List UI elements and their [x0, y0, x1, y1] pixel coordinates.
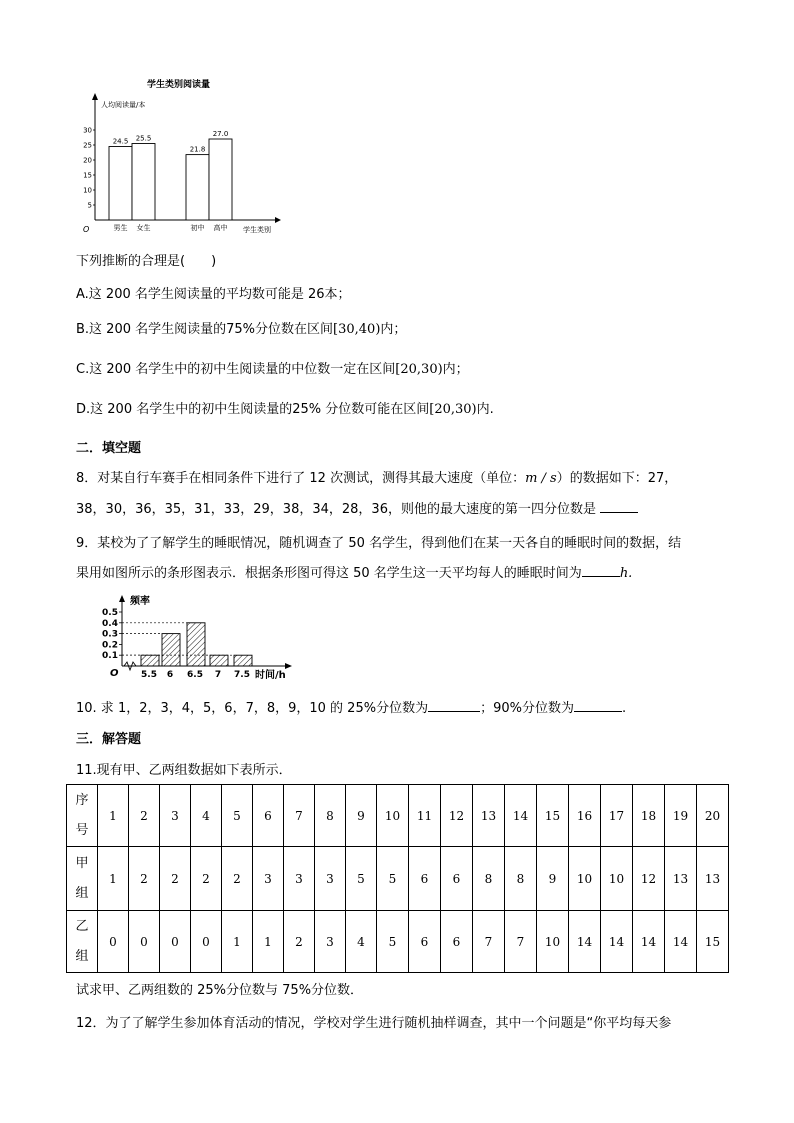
chart2-y-arrow	[119, 595, 125, 602]
q11-table-cell: 3	[253, 847, 284, 911]
chart2-x-arrow	[285, 663, 292, 669]
q7-option-b-interval: [30,40)	[333, 322, 381, 337]
chart1-bar-value: 25.5	[135, 134, 152, 143]
q9-line2	[76, 562, 632, 581]
q11-table-cell: 13	[697, 847, 729, 911]
q11-table-cell: 6	[441, 911, 473, 973]
chart1-ytick-label: 10	[83, 186, 92, 195]
chart1-ylabel: 人均阅读量/本	[101, 101, 146, 109]
q11-table-cell: 2	[129, 785, 160, 847]
q11-table-cell: 3	[315, 911, 346, 973]
q10-text: 10. 求 1，2，3，4，5，6，7，8，9，10 的 25%分位数为	[76, 701, 429, 716]
q11-table-cell: 15	[697, 911, 729, 973]
q11-row-label	[67, 911, 98, 973]
q11-table-cell: 6	[409, 911, 441, 973]
q10-tail: .	[622, 701, 627, 716]
chart1-origin: O	[83, 225, 90, 234]
q11-row-yi	[67, 911, 729, 973]
q11-table-cell: 7	[473, 911, 505, 973]
q7-option-c	[76, 358, 469, 377]
chart1-bar	[209, 139, 232, 220]
q11-table-cell: 1	[253, 911, 284, 973]
q8-answer-blank	[600, 501, 638, 513]
chart2-bar	[234, 655, 252, 666]
q7-option-c-tail: 内；	[442, 362, 469, 377]
q11-table-cell: 0	[160, 911, 191, 973]
q11-row-index	[67, 785, 729, 847]
q8-line1-tail: ）的数据如下：27，	[556, 471, 678, 486]
q11-table-cell: 13	[665, 847, 697, 911]
q11-table-cell: 8	[505, 847, 537, 911]
q9-answer-blank	[582, 565, 620, 577]
q11-table-cell: 2	[129, 847, 160, 911]
chart2-ytick-label: 0.1	[102, 651, 118, 662]
q11-table-cell: 3	[315, 847, 346, 911]
q11-table-cell: 0	[98, 911, 129, 973]
q7-option-d-interval: [20,30)	[429, 402, 477, 417]
q8-unit: m / s	[525, 471, 557, 486]
chart2-bar	[141, 655, 159, 666]
q8-line2	[76, 498, 638, 517]
q11-table-cell: 6	[409, 847, 441, 911]
q11-table-cell: 6	[253, 785, 284, 847]
chart1-bar-value: 21.8	[189, 145, 206, 154]
q11-intro: 11.现有甲、乙两组数据如下表所示．	[76, 763, 292, 778]
chart1-xlabel: 学生类别	[243, 226, 271, 234]
q11-table-cell: 10	[377, 785, 409, 847]
q10-mid: ；90%分位数为	[480, 701, 574, 716]
q11-table-cell: 4	[191, 785, 222, 847]
q9-line1: 9．某校为了了解学生的睡眠情况，随机调查了 50 名学生，得到他们在某一天各自的睡眠时间的数据，结	[76, 536, 682, 551]
chart1-ytick-label: 20	[83, 156, 92, 165]
q11-table-cell: 7	[505, 911, 537, 973]
q11-table-cell: 0	[129, 911, 160, 973]
q11-row-label-char: 甲	[75, 855, 89, 871]
q12-line1: 12．为了了解学生参加体育活动的情况，学校对学生进行随机抽样调查，其中一个问题是“你平均每天参	[76, 1016, 672, 1031]
chart1-title: 学生类别阅读量	[147, 80, 211, 90]
chart1-ytick-label: 5	[87, 201, 92, 210]
q11-row-label-char: 序	[75, 792, 89, 808]
q9-unit: h.	[619, 566, 633, 581]
chart1-bar	[109, 147, 132, 221]
q11-table-cell: 14	[665, 911, 697, 973]
q7-option-a-text: A.这 200 名学生阅读量的平均数可能是 26本；	[76, 287, 351, 302]
chart2-bar	[162, 634, 180, 666]
chart1-x-arrow	[275, 217, 281, 223]
q11-row-label	[67, 847, 98, 911]
chart2-ytick-label: 0.2	[102, 640, 118, 651]
q11-table-cell: 17	[601, 785, 633, 847]
q7-option-d-text: D.这 200 名学生中的初中生阅读量的25% 分位数可能在区间	[76, 402, 430, 417]
q8-line2-text: 38，30，36，35，31，33，29，38，34，28，36，则他的最大速度的第一四分位数是	[76, 502, 596, 517]
chart2-bar	[187, 623, 205, 666]
q7-option-a	[76, 283, 351, 302]
q11-table-cell: 10	[569, 847, 601, 911]
chart1-category-label: 男生	[113, 224, 128, 232]
q11-table-cell: 2	[191, 847, 222, 911]
q11-table-cell: 5	[222, 785, 253, 847]
chart1-ytick-label: 15	[83, 171, 92, 180]
q11-table-cell: 2	[284, 911, 315, 973]
chart2-origin: O	[110, 668, 119, 679]
q11-table-cell: 15	[537, 785, 569, 847]
sleep-bar-chart	[98, 590, 298, 685]
q11-table-cell: 18	[633, 785, 665, 847]
chart2-category-label: 5.5	[141, 670, 157, 680]
q11-row-label	[67, 785, 98, 847]
chart2-category-label: 7.5	[234, 670, 250, 680]
section2-title: 二．填空题	[76, 441, 142, 456]
q11-ask: 试求甲、乙两组数的 25%分位数与 75%分位数．	[76, 983, 364, 998]
chart1-y-arrow	[92, 93, 98, 100]
q7-option-b	[76, 318, 406, 337]
q11-table-cell: 19	[665, 785, 697, 847]
chart1-bar-value: 24.5	[112, 137, 129, 146]
section3-title: 三．解答题	[76, 732, 142, 747]
q11-table-cell: 3	[160, 785, 191, 847]
reading-bar-chart	[80, 70, 290, 242]
q7-option-c-text: C.这 200 名学生中的初中生阅读量的中位数一定在区间	[76, 362, 396, 377]
q10-blank-90	[574, 700, 622, 712]
q11-table-cell: 20	[697, 785, 729, 847]
q7-prompt: 下列推断的合理是( )	[76, 254, 217, 269]
q11-table-cell: 6	[441, 847, 473, 911]
q11-row-label-char: 乙	[75, 918, 89, 934]
q11-table-cell: 0	[191, 911, 222, 973]
chart2-ytick-label: 0.3	[102, 629, 118, 640]
chart2-bar	[210, 655, 228, 666]
q11-row-label-char: 组	[75, 885, 89, 901]
q11-data-table	[66, 784, 729, 973]
chart1-bar	[132, 144, 155, 221]
q11-table-cell: 8	[473, 847, 505, 911]
q7-option-b-text: B.这 200 名学生阅读量的75%分位数在区间	[76, 322, 334, 337]
q11-table-cell: 3	[284, 847, 315, 911]
chart1-bar	[186, 155, 209, 220]
q8-line1-text: 8．对某自行车赛手在相同条件下进行了 12 次测试，测得其最大速度（单位：	[76, 471, 526, 486]
q11-table-cell: 5	[377, 911, 409, 973]
q11-table-cell: 14	[505, 785, 537, 847]
q11-table-cell: 1	[98, 847, 129, 911]
chart2-ytick-label: 0.5	[102, 608, 118, 618]
q11-table-cell: 13	[473, 785, 505, 847]
q11-table-cell: 4	[346, 911, 377, 973]
q11-table-cell: 1	[222, 911, 253, 973]
q11-table-cell: 2	[222, 847, 253, 911]
q11-table-cell: 14	[601, 911, 633, 973]
chart1-category-label: 初中	[190, 224, 205, 232]
chart1-category-label: 女生	[136, 224, 151, 232]
q10-line	[76, 697, 626, 716]
q11-table-cell: 14	[633, 911, 665, 973]
q11-row-jia	[67, 847, 729, 911]
q11-table-cell: 16	[569, 785, 601, 847]
q11-table-cell: 1	[98, 785, 129, 847]
q11-table-cell: 9	[346, 785, 377, 847]
q11-table-cell: 7	[284, 785, 315, 847]
q7-option-d	[76, 398, 494, 417]
chart2-ylabel: 频率	[130, 596, 150, 607]
q11-table-cell: 12	[441, 785, 473, 847]
chart2-category-label: 7	[214, 670, 222, 680]
q7-option-c-interval: [20,30)	[395, 362, 443, 377]
q11-table-cell: 11	[409, 785, 441, 847]
q11-table-cell: 2	[160, 847, 191, 911]
q11-table-cell: 10	[537, 911, 569, 973]
q11-row-label-char: 号	[75, 822, 89, 838]
q9-line2-text: 果用如图所示的条形图表示．根据条形图可得这 50 名学生这一天平均每人的睡眠时间为	[76, 566, 582, 581]
chart1-ytick-label: 30	[83, 126, 92, 135]
chart2-ytick-label: 0.4	[102, 618, 118, 629]
q11-table-cell: 8	[315, 785, 346, 847]
q11-table-cell: 10	[601, 847, 633, 911]
q10-blank-25	[428, 700, 480, 712]
q7-option-b-tail: 内；	[380, 322, 407, 337]
q11-table-cell: 5	[377, 847, 409, 911]
chart1-ytick-label: 25	[83, 141, 92, 150]
q11-table-cell: 12	[633, 847, 665, 911]
q11-row-label-char: 组	[75, 948, 89, 964]
q11-table-cell: 5	[346, 847, 377, 911]
chart1-category-label: 高中	[213, 224, 228, 232]
q7-option-d-tail: 内.	[476, 402, 494, 417]
chart2-category-label: 6	[166, 670, 174, 680]
q8-line1	[76, 467, 677, 486]
chart2-category-label: 6.5	[187, 670, 203, 680]
q11-table-cell: 14	[569, 911, 601, 973]
chart1-bar-value: 27.0	[212, 130, 229, 138]
q11-table-cell: 9	[537, 847, 569, 911]
chart2-xlabel: 时间/h	[255, 670, 286, 681]
